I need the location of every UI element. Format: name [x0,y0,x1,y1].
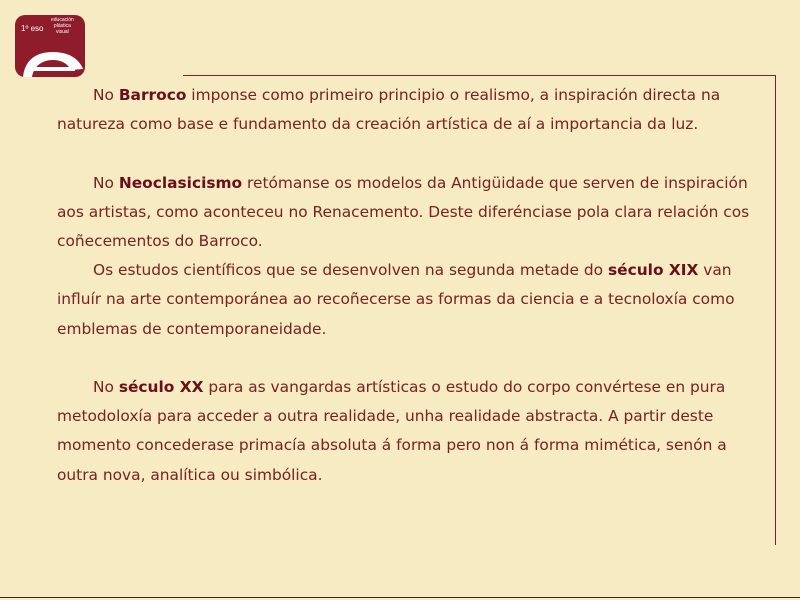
paragraph-text: Os estudos científicos que se desenvolven na segunda metade do [93,261,608,280]
stylized-e-icon [15,45,85,77]
paragraph-text: van influír na arte contemporánea ao recoñecerse as formas da ciencia e a tecnoloxía como emblemas de contemporaneidade. [57,261,735,338]
paragraph-keyword: Neoclasicismo [118,173,243,192]
paragraph-text: No [93,86,119,104]
logo-subject [51,18,74,35]
paragraph-keyword: século XIX [608,261,699,280]
paragraph-keyword: Barroco [118,86,187,104]
paragraph-text: para as vangardas artísticas o estudo do corpo convértese en pura metodoloxía para acceder a outra realidade, unha realidade abstracta. A partir deste momento concederase primacía absoluta á forma pero non á forma mimética, senón a outra nova, analítica ou simbólica. [57,378,727,484]
frame-right-border [775,75,776,545]
bottom-divider [0,597,800,598]
logo-grade: 1º eso [21,24,44,33]
paragraph-keyword: século XX [118,378,204,396]
paragraph-xx-century [57,373,769,490]
paragraph-baroque [57,81,769,139]
logo-subject-line: plástica [53,22,71,29]
paragraph-text: retómanse os modelos da Antigüidade que serven de inspiración aos artistas, como aconteceu no Renacemento. Deste diferénciase pola clara relación cos coñecementos do Barroco. [57,173,750,250]
paragraph-neoclassicism [57,169,769,257]
paragraph-text: No [93,378,119,396]
logo [15,15,85,77]
logo-subject-line: educación [51,17,74,23]
frame-top-border [183,75,776,76]
logo-subject-line: visual [56,28,69,35]
text-content [57,81,769,490]
paragraph-text: imponse como primeiro principio o realismo, a inspiración directa na natureza como base e fundamento da creación artística de aí a importancia da luz. [57,86,721,134]
paragraph-text: No [93,173,119,192]
paragraph-xix-century [57,256,769,344]
